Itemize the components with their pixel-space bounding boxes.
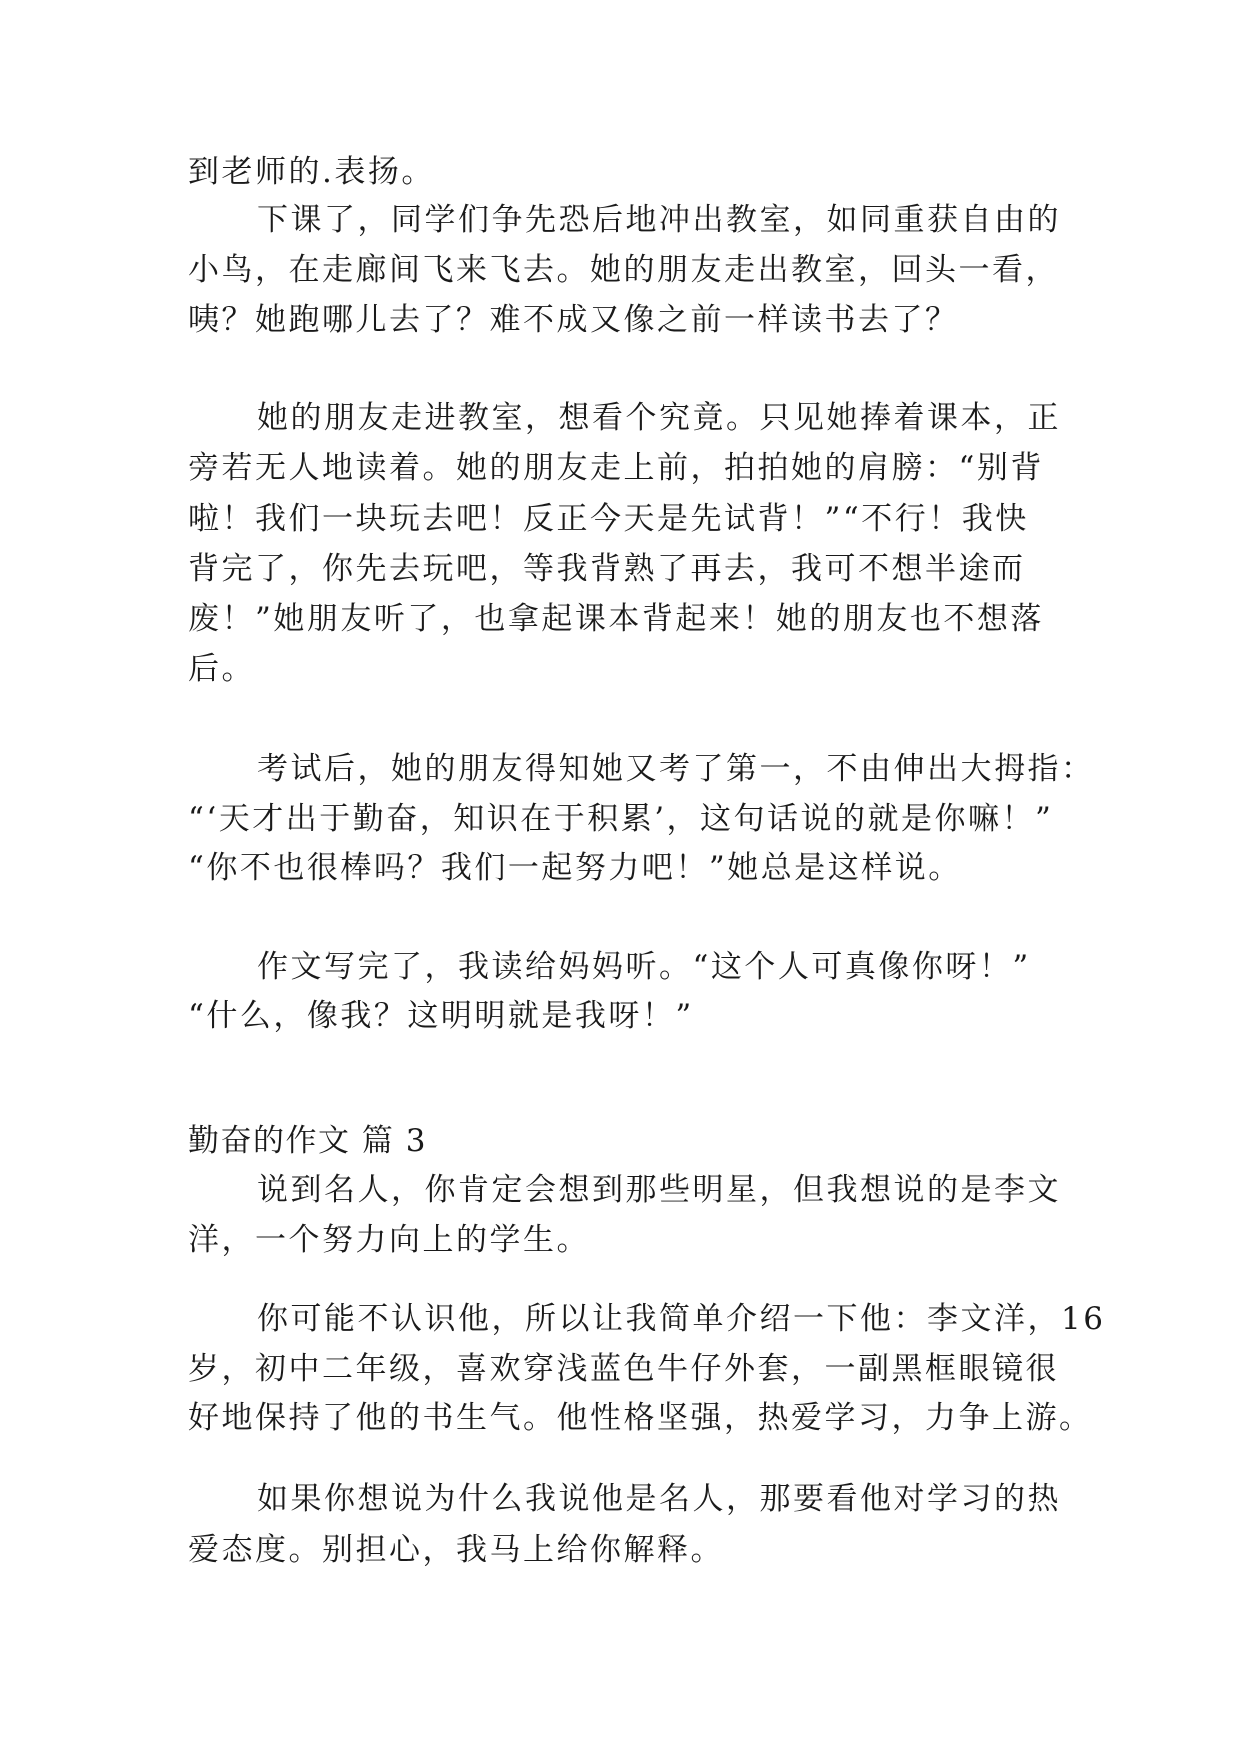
text-line: 旁若无人地读着。她的朋友走上前，拍拍她的肩膀：“别背 [188,450,1044,486]
text-line: 啦！我们一块玩去吧！反正今天是先试背！”“不行！我快 [188,501,1029,537]
text-line: “‘天才出于勤奋，知识在于积累’，这句话说的就是你嘛！” [188,801,1054,837]
text-line: 咦？她跑哪儿去了？难不成又像之前一样读书去了？ [188,302,959,338]
section-heading: 勤奋的作文 篇 3 [188,1123,427,1159]
text-line: 岁，初中二年级，喜欢穿浅蓝色牛仔外套，一副黑框眼镜很 [188,1351,1059,1387]
text-line: “你不也很棒吗？我们一起努力吧！”她总是这样说。 [188,850,962,886]
text-line: 爱态度。别担心，我马上给你解释。 [188,1532,724,1568]
text-line: 如果你想说为什么我说他是名人，那要看他对学习的热 [257,1481,1061,1517]
text-line: 小鸟，在走廊间飞来飞去。她的朋友走出教室，回头一看， [188,252,1059,288]
text-line: 考试后，她的朋友得知她又考了第一，不由伸出大拇指： [257,751,1095,787]
text-line: 说到名人，你肯定会想到那些明星，但我想说的是李文 [257,1172,1061,1208]
text-line: 洋，一个努力向上的学生。 [188,1222,590,1258]
text-line: 好地保持了他的书生气。他性格坚强，热爱学习，力争上游。 [188,1400,1093,1436]
text-line: 你可能不认识他，所以让我简单介绍一下他：李文洋，16 [257,1301,1106,1337]
text-line: 背完了，你先去玩吧，等我背熟了再去，我可不想半途而 [188,551,1026,587]
text-line: 她的朋友走进教室，想看个究竟。只见她捧着课本，正 [257,400,1061,436]
text-line: “什么，像我？这明明就是我呀！” [188,998,694,1034]
text-line: 后。 [188,651,255,687]
text-line: 到老师的.表扬。 [188,154,435,190]
text-line: 作文写完了，我读给妈妈听。“这个人可真像你呀！” [257,949,1031,985]
text-line: 下课了，同学们争先恐后地冲出教室，如同重获自由的 [257,202,1061,238]
text-line: 废！”她朋友听了，也拿起课本背起来！她的朋友也不想落 [188,601,1044,637]
